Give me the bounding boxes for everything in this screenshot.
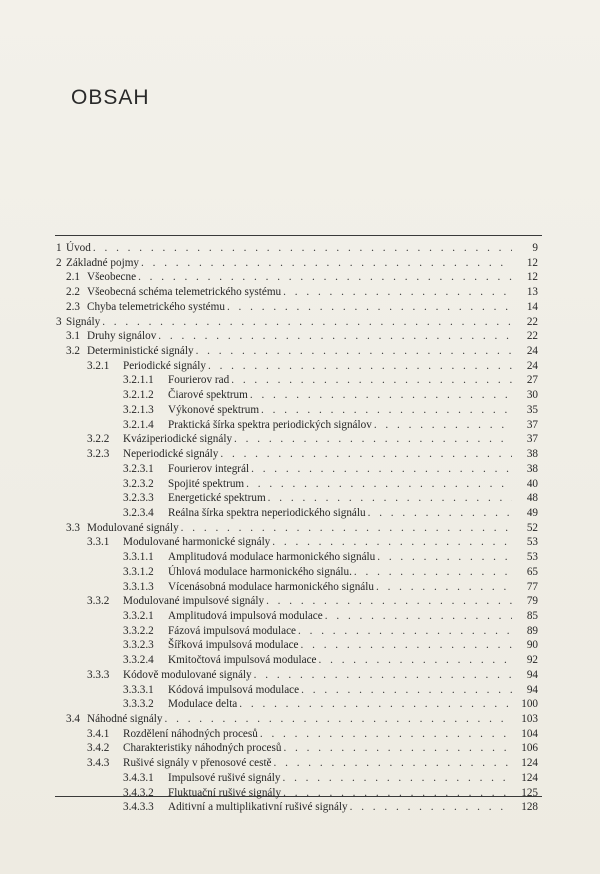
toc-entry-page: 125	[521, 786, 538, 799]
toc-entry-number: 3.2.1.3	[123, 403, 154, 416]
toc-entry-page: 12	[526, 256, 538, 269]
toc-entry-page: 124	[521, 757, 538, 770]
toc-entry-title: Kódově modulované signály	[123, 668, 252, 681]
toc-entry	[56, 256, 512, 270]
dot-leader	[254, 668, 512, 682]
toc-entry-title: Aditivní a multiplikativní rušivé signály	[168, 801, 348, 814]
toc-entry-page: 14	[526, 300, 538, 313]
toc-entry-page: 9	[532, 242, 538, 254]
toc-entry-title: Charakteristiky náhodných procesů	[123, 742, 282, 755]
toc-entry	[66, 712, 512, 726]
dot-leader	[274, 756, 512, 770]
toc-entry-page: 35	[526, 403, 538, 416]
toc-entry-number: 3.4	[66, 713, 80, 726]
toc-entry-page: 12	[526, 271, 538, 284]
toc-entry-title: Amplitudová modulace harmonického signálu	[168, 551, 376, 564]
toc-entry-number: 3.3.1	[87, 536, 110, 549]
toc-entry-number: 3.4.1	[87, 727, 110, 740]
toc-entry-number: 3.2.2	[87, 433, 110, 446]
dot-leader	[261, 403, 512, 417]
toc-entry-title: Fourierov integrál	[168, 462, 250, 475]
toc-entry-page: 100	[521, 698, 538, 711]
dot-leader	[181, 521, 512, 535]
toc-entry	[66, 521, 512, 535]
toc-entry	[123, 462, 512, 476]
dot-leader	[350, 800, 512, 814]
toc-entry-title: Amplitudová impulsová modulace	[168, 610, 323, 622]
toc-entry-page: 30	[526, 389, 538, 402]
dot-leader	[196, 344, 512, 358]
toc-entry-title: Fázová impulsová modulace	[168, 624, 297, 637]
toc-entry	[123, 609, 512, 623]
toc-entry	[87, 594, 512, 608]
toc-entry-page: 89	[526, 624, 538, 637]
toc-entry-title: Kódová impulsová modulace	[168, 683, 300, 696]
toc-entry-title: Náhodné signály	[87, 713, 163, 726]
toc-entry-number: 3.2.1	[87, 359, 110, 372]
toc-entry	[87, 447, 512, 461]
bottom-rule	[55, 796, 542, 797]
top-rule	[55, 235, 542, 236]
dot-leader	[283, 285, 512, 299]
toc-entry	[123, 477, 512, 491]
toc-entry-title: Modulace delta	[168, 698, 238, 711]
toc-entry-title: Kváziperiodické signály	[123, 433, 233, 446]
toc-entry-title: Signály	[66, 315, 101, 328]
toc-entry-number: 3.4.3	[87, 757, 110, 770]
toc-entry-title: Vícenásobná modulace harmonického signálu	[168, 580, 374, 593]
toc-entry	[123, 653, 512, 667]
toc-entry-number: 3.2.3.4	[123, 506, 154, 519]
toc-entry	[87, 432, 512, 446]
toc-entry	[66, 300, 512, 314]
toc-entry-title: Úhlová modulace harmonického signálu.	[168, 565, 352, 578]
toc-entry-number: 3.2.3.1	[123, 462, 154, 475]
toc-entry	[123, 697, 512, 711]
toc-entry-page: 104	[521, 727, 538, 740]
toc-entry-number: 3.3.3.2	[123, 698, 154, 711]
toc-entry-title: Spojité spektrum	[168, 477, 245, 490]
toc-entry-title: Modulované impulsové signály	[123, 595, 265, 608]
toc-entry	[123, 580, 512, 594]
toc-entry-title: Kmitočtová impulsová modulace	[168, 654, 317, 667]
dot-leader	[325, 609, 512, 623]
toc-entry-number: 3.3.2.3	[123, 639, 154, 652]
toc-entry-number: 3.3.3.1	[123, 683, 154, 696]
toc-entry-number: 3.3.3	[87, 668, 110, 681]
toc-entry	[123, 771, 512, 785]
toc-entry-page: 40	[526, 477, 538, 490]
toc-entry-number: 3	[56, 315, 62, 328]
toc-entry-number: 3.2.3	[87, 448, 110, 461]
dot-leader	[283, 741, 512, 755]
toc-entry-number: 3.3.2	[87, 595, 110, 608]
dot-leader	[374, 418, 512, 432]
toc-entry-number: 3.1	[66, 330, 80, 343]
toc-entry-number: 2.2	[66, 286, 80, 299]
dot-leader	[102, 315, 512, 329]
toc-entry	[123, 388, 512, 402]
toc-entry	[123, 624, 512, 638]
toc-entry-page: 128	[521, 801, 538, 814]
toc-entry-page: 13	[526, 286, 538, 299]
toc-entry-title: Fluktuační rušivé signály	[168, 786, 282, 799]
dot-leader	[227, 300, 512, 314]
toc-entry-number: 3.3.1.3	[123, 580, 154, 593]
toc-entry	[123, 418, 512, 432]
toc-entry-title: Modulované harmonické signály	[123, 536, 271, 549]
toc-entry-number: 2.3	[66, 300, 80, 313]
dot-leader	[138, 270, 512, 284]
toc-entry	[87, 741, 512, 755]
toc-entry-title: Fourierov rad	[168, 374, 230, 387]
dot-leader	[301, 683, 512, 697]
dot-leader	[266, 594, 512, 608]
toc-entry-page: 103	[521, 713, 538, 726]
toc-entry	[123, 565, 512, 579]
toc-entry	[123, 683, 512, 697]
dot-leader	[141, 256, 512, 270]
toc-entry	[123, 403, 512, 417]
toc-entry-title: Druhy signálov	[87, 330, 157, 343]
dot-leader	[165, 712, 513, 726]
dot-leader	[220, 447, 512, 461]
toc-entry	[66, 344, 512, 358]
dot-leader	[260, 727, 512, 741]
toc-entry-title: Základné pojmy	[66, 256, 140, 269]
dot-leader	[377, 550, 512, 564]
toc-entry-page: 48	[526, 492, 538, 505]
toc-entry-number: 3.3.2.2	[123, 624, 154, 637]
toc-entry-title: Rušivé signály v přenosové cestě	[123, 757, 272, 770]
toc-entry-title: Šířková impulsová modulace	[168, 639, 299, 652]
toc-entry	[56, 315, 512, 329]
toc-entry-number: 3.4.3.3	[123, 801, 154, 814]
toc-entry-page: 53	[526, 536, 538, 549]
dot-leader	[231, 373, 512, 387]
toc-entry-number: 3.4.3.2	[123, 786, 154, 799]
toc-entry-page: 106	[521, 742, 538, 755]
toc-entry-number: 3.2.1.1	[123, 374, 154, 387]
toc-entry-page: 24	[526, 359, 538, 372]
toc-entry-page: 38	[526, 462, 538, 475]
dot-leader	[268, 491, 512, 505]
toc-entry-number: 3.3.2.1	[123, 610, 154, 622]
toc-entry-title: Neperiodické signály	[123, 448, 219, 461]
toc-entry-number: 1	[56, 242, 62, 254]
toc-entry-title: Reálna šírka spektra neperiodického signálu	[168, 506, 366, 519]
toc-entry-page: 90	[526, 639, 538, 652]
toc-entry-number: 3.2.3.2	[123, 477, 154, 490]
toc-entry	[56, 241, 512, 255]
toc-entry-page: 77	[526, 580, 538, 593]
toc-entry-title: Deterministické signály	[87, 345, 194, 358]
dot-leader	[298, 624, 512, 638]
toc-entry-number: 3.4.2	[87, 742, 110, 755]
dot-leader	[246, 477, 512, 491]
toc-entry-number: 3.3.2.4	[123, 654, 154, 667]
toc-entry	[123, 786, 512, 800]
toc-entry-number: 3.4.3.1	[123, 771, 154, 784]
toc-entry-title: Výkonové spektrum	[168, 403, 260, 416]
toc-entry-title: Modulované signály	[87, 521, 179, 534]
toc-entry	[123, 373, 512, 387]
toc-entry-page: 37	[526, 433, 538, 446]
toc-entry	[66, 270, 512, 284]
dot-leader	[301, 638, 513, 652]
toc-entry-number: 2	[56, 256, 62, 269]
toc-entry	[66, 329, 512, 343]
toc-entry	[123, 506, 512, 520]
toc-entry-title: Rozdělení náhodných procesů	[123, 727, 258, 740]
page-heading: OBSAH	[71, 86, 150, 109]
dot-leader	[208, 359, 512, 373]
toc-entry-page: 65	[526, 565, 538, 578]
dot-leader	[283, 786, 512, 800]
toc-entry-number: 3.2.1.4	[123, 418, 154, 431]
toc-entry-number: 3.2	[66, 345, 80, 358]
dot-leader	[251, 462, 512, 476]
toc-entry	[87, 727, 512, 741]
toc-entry-title: Energetické spektrum	[168, 492, 266, 505]
toc-entry	[87, 359, 512, 373]
dot-leader	[368, 506, 512, 520]
toc-entry-page: 92	[526, 654, 538, 667]
toc-entry-title: Impulsové rušivé signály	[168, 771, 281, 784]
toc-entry-page: 94	[526, 668, 538, 681]
toc-entry-page: 79	[526, 595, 538, 608]
toc-entry-page: 38	[526, 448, 538, 461]
toc-entry-number: 2.1	[66, 271, 80, 284]
dot-leader	[158, 329, 512, 343]
toc-entry-number: 3.3.1.1	[123, 551, 154, 564]
toc-entry-title: Všeobecne	[87, 271, 137, 284]
toc-entry	[87, 668, 512, 682]
toc-entry-page: 53	[526, 551, 538, 564]
toc-entry-page: 27	[526, 374, 538, 387]
toc-entry-number: 3.2.1.2	[123, 389, 154, 402]
toc-entry-title: Periodické signály	[123, 359, 206, 372]
toc-entry-title: Praktická šírka spektra periodických signálov	[168, 418, 372, 431]
dot-leader	[93, 241, 512, 255]
toc-entry-page: 52	[526, 521, 538, 534]
toc-entry-page: 37	[526, 418, 538, 431]
toc-entry-page: 24	[526, 345, 538, 358]
toc-entry-title: Všeobecná schéma telemetrického systému	[87, 286, 282, 299]
dot-leader	[239, 697, 512, 711]
dot-leader	[272, 535, 512, 549]
dot-leader	[376, 580, 512, 594]
dot-leader	[250, 388, 512, 402]
toc-entry	[66, 285, 512, 299]
dot-leader	[282, 771, 512, 785]
toc-entry-page: 85	[526, 610, 538, 622]
dot-leader	[354, 565, 512, 579]
toc-entry-number: 3.2.3.3	[123, 492, 154, 505]
toc-entry-page: 22	[526, 330, 538, 343]
toc-entry	[123, 638, 512, 652]
toc-entry-page: 22	[526, 315, 538, 328]
toc-entry-title: Čiarové spektrum	[168, 389, 248, 402]
toc-entry	[123, 800, 512, 814]
toc-entry	[87, 756, 512, 770]
toc-entry	[123, 550, 512, 564]
toc-entry	[123, 491, 512, 505]
toc-entry-page: 49	[526, 506, 538, 519]
toc-entry-title: Chyba telemetrického systému	[87, 300, 225, 313]
toc-entry-number: 3.3	[66, 521, 80, 534]
dot-leader	[234, 432, 512, 446]
toc-entry-page: 124	[521, 771, 538, 784]
toc-entry	[87, 535, 512, 549]
toc-entry-number: 3.3.1.2	[123, 565, 154, 578]
toc-entry-page: 94	[526, 683, 538, 696]
dot-leader	[319, 653, 512, 667]
toc-entry-title: Úvod	[66, 242, 91, 254]
